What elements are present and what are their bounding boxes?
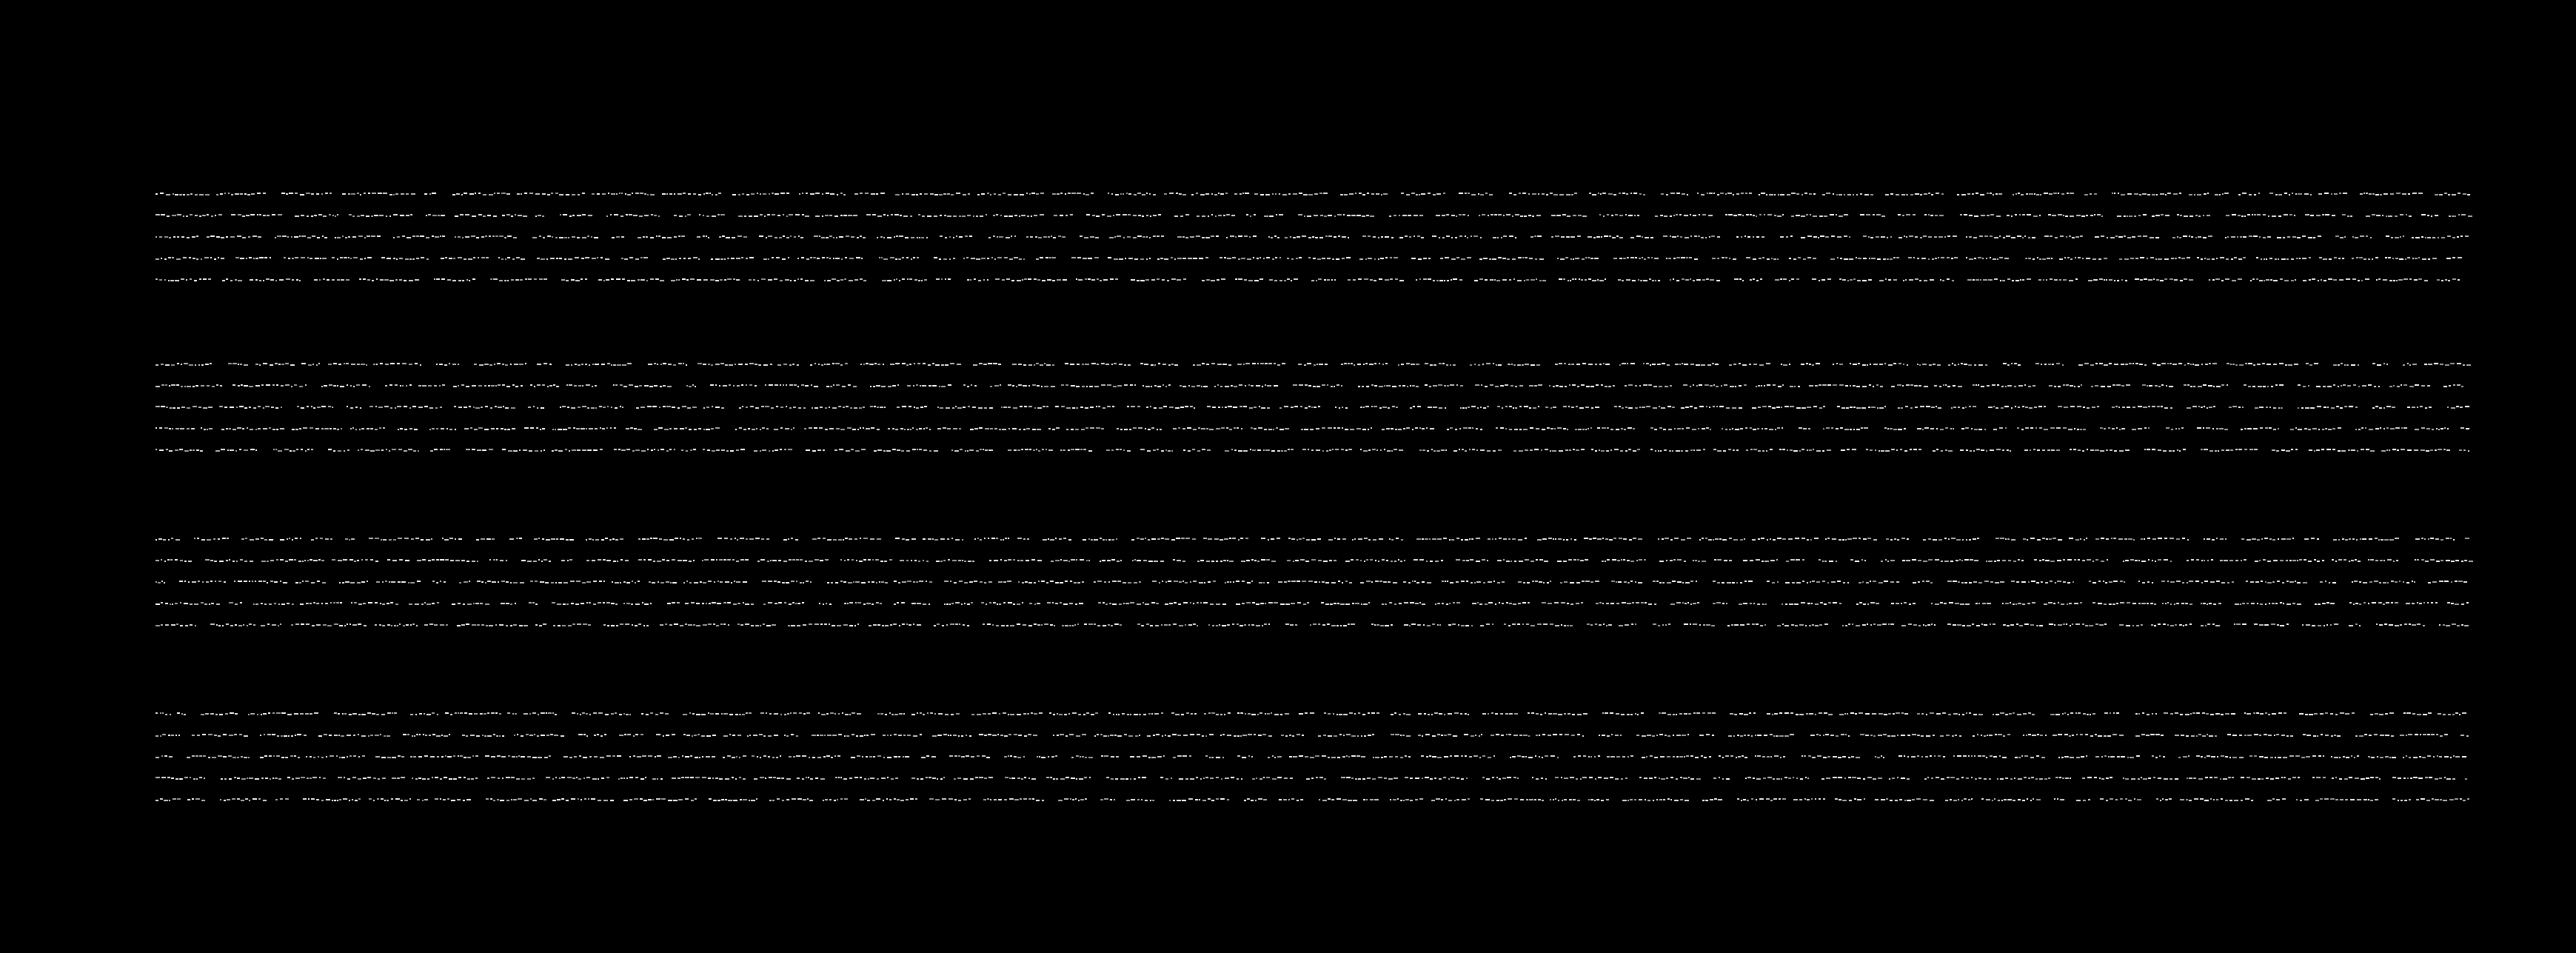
text-block-3 [155, 529, 2473, 636]
text-line [155, 397, 2473, 418]
text-line [155, 184, 2473, 205]
text-line-glyphs [155, 184, 2473, 205]
text-line [155, 227, 2473, 248]
text-line-glyphs [155, 418, 2473, 440]
text-line-glyphs [155, 440, 2473, 461]
text-line [155, 205, 2473, 227]
text-block-1 [155, 184, 2473, 291]
text-line-glyphs [155, 550, 2473, 572]
text-line [155, 375, 2473, 397]
text-line [155, 529, 2473, 550]
text-line-glyphs [155, 397, 2473, 418]
text-line [155, 550, 2473, 572]
text-line [155, 572, 2473, 593]
text-line [155, 418, 2473, 440]
text-line [155, 703, 2473, 725]
text-line-glyphs [155, 725, 2473, 746]
text-block-2 [155, 354, 2473, 461]
text-line-glyphs [155, 615, 2473, 636]
text-block-4 [155, 703, 2473, 811]
text-line-glyphs [155, 270, 2473, 291]
text-line-glyphs [155, 572, 2473, 593]
text-line-glyphs [155, 354, 2473, 375]
text-line-glyphs [155, 529, 2473, 550]
text-line [155, 270, 2473, 291]
text-line-glyphs [155, 789, 2473, 811]
text-line-glyphs [155, 768, 2473, 789]
text-line-glyphs [155, 248, 2473, 270]
text-line [155, 615, 2473, 636]
text-line-glyphs [155, 703, 2473, 725]
text-line-glyphs [155, 593, 2473, 615]
text-line [155, 768, 2473, 789]
text-line-glyphs [155, 227, 2473, 248]
text-line [155, 746, 2473, 768]
text-line-glyphs [155, 746, 2473, 768]
text-line [155, 789, 2473, 811]
text-line [155, 248, 2473, 270]
text-line-glyphs [155, 205, 2473, 227]
text-line [155, 354, 2473, 375]
text-line [155, 593, 2473, 615]
text-line [155, 440, 2473, 461]
text-line-glyphs [155, 375, 2473, 397]
text-line [155, 725, 2473, 746]
